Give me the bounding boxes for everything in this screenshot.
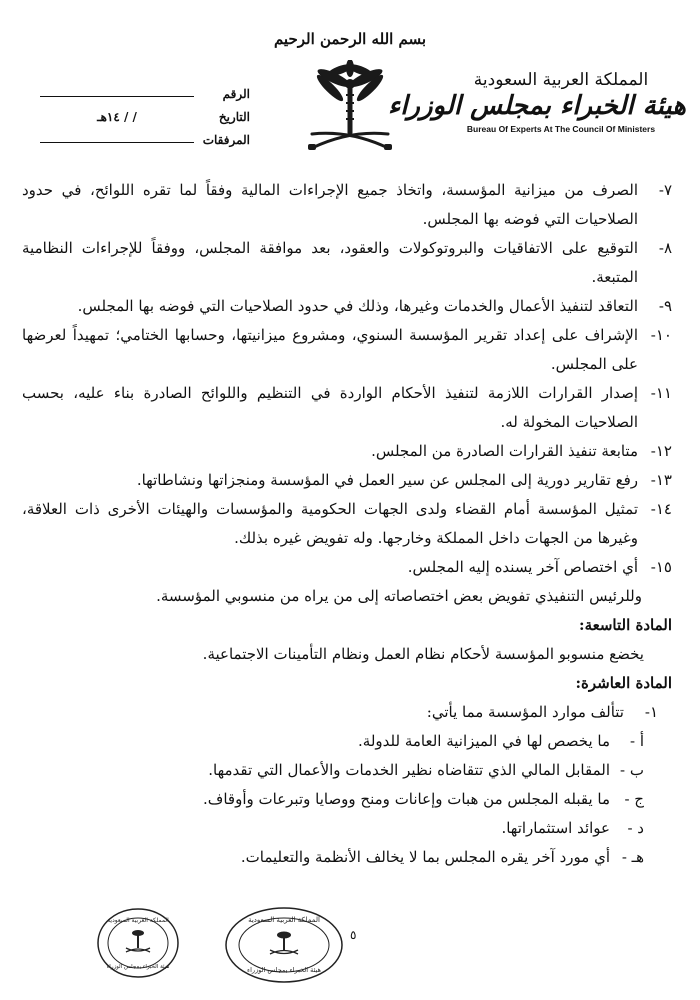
reference-label: الرقم (222, 87, 250, 101)
list-item-text: الصرف من ميزانية المؤسسة، واتخاذ جميع الإجراءات المالية وفقاً لما تقره اللوائح، في حدود الصلاحيات التي فوضه بها المجلس. (22, 181, 638, 228)
list-item-letter: ج - (624, 790, 644, 808)
list-item (22, 495, 672, 553)
list-item (22, 553, 672, 582)
seal1-top-text: المملكة العربية السعودية (107, 917, 169, 924)
document-body (22, 176, 672, 872)
reference-row (40, 78, 250, 101)
page-number: ٥ (350, 928, 357, 942)
bureau-name-arabic: هيئة الخبراء بمجلس الوزراء (387, 91, 686, 121)
article-9-text: يخضع منسوبو المؤسسة لأحكام نظام العمل ونظام التأمينات الاجتماعية. (202, 645, 644, 663)
list-item-letter: د - (627, 819, 644, 837)
list-item-text: إصدار القرارات اللازمة لتنفيذ الأحكام الواردة في التنظيم واللوائح الصادرة بناء عليه، بحسب الصلاحيات المخولة له. (22, 384, 638, 431)
list-item (22, 756, 672, 785)
article-9-title: المادة التاسعة: (579, 616, 672, 634)
basmala: بسم الله الرحمن الرحيم (273, 30, 427, 48)
list-item-number: ٧- (658, 181, 672, 199)
list-item (22, 234, 672, 292)
list-item-text: التوقيع على الاتفاقيات والبروتوكولات والعقود، بعد موافقة المجلس، ووفقاً للإجراءات النظامية المتبعة. (22, 239, 638, 286)
list-item (22, 379, 672, 437)
palm-swords-emblem-icon (304, 60, 396, 160)
list-item-text: متابعة تنفيذ القرارات الصادرة من المجلس. (371, 442, 638, 460)
date-row (40, 101, 250, 124)
list-item-text: ما يقبله المجلس من هبات وإعانات ومنح ووصايا وتبرعات وأوقاف. (203, 790, 610, 808)
list-item (22, 814, 672, 843)
list-item-number: ١١- (650, 384, 672, 402)
list-item-text: رفع تقارير دورية إلى المجلس عن سير العمل في المؤسسة ومنجزاتها ونشاطاتها. (136, 471, 638, 489)
list-item-number: ١٠- (650, 326, 672, 344)
list-item (22, 292, 672, 321)
list-item (22, 727, 672, 756)
list-item-number: ١٥- (650, 558, 672, 576)
article-10-intro-text: تتألف موارد المؤسسة مما يأتي: (426, 703, 624, 721)
resources-list (22, 727, 672, 872)
list-item-text: التعاقد لتنفيذ الأعمال والخدمات وغيرها، وذلك في حدود الصلاحيات التي فوضه بها المجلس. (77, 297, 638, 315)
article-10-intro (22, 698, 672, 727)
list-item (22, 843, 672, 872)
list-item-text: أي اختصاص آخر يسنده إليه المجلس. (407, 558, 638, 576)
list-item-number: ٨- (658, 239, 672, 257)
seal2-bottom-text: هيئة الخبراء بمجلس الوزراء (247, 966, 321, 974)
list-item (22, 176, 672, 234)
list-item-number: ١٢- (650, 442, 672, 460)
article-10-title: المادة العاشرة: (575, 674, 672, 692)
list-item-letter: أ - (629, 732, 644, 750)
attachments-line (40, 130, 194, 143)
official-seal-icon (96, 906, 180, 980)
list-item-number: ٩- (658, 297, 672, 315)
article-10-intro-number: ١- (644, 703, 658, 721)
list-item-letter: ب - (620, 761, 644, 779)
list-item (22, 466, 672, 495)
list-item (22, 321, 672, 379)
list-item (22, 785, 672, 814)
seal1-bottom-text: هيئة الخبراء بمجلس الوزراء (106, 964, 170, 970)
list-item-number: ١٣- (650, 471, 672, 489)
list-item (22, 437, 672, 466)
official-seal-icon (224, 906, 344, 984)
delegation-paragraph: وللرئيس التنفيذي تفويض بعض اختصاصاته إلى من يراه من منسوبي المؤسسة. (156, 587, 642, 605)
attachments-row (40, 124, 250, 147)
seal2-top-text: المملكة العربية السعودية (248, 916, 320, 924)
reference-block (40, 78, 250, 147)
list-item-letter: هـ - (621, 848, 644, 866)
list-item-text: الإشراف على إعداد تقرير المؤسسة السنوي، ومشروع ميزانيتها، وحسابها الختامي؛ تمهيداً لعرضها على المجلس. (22, 326, 638, 373)
list-item-text: تمثيل المؤسسة أمام القضاء ولدى الجهات الحكومية والمؤسسات والهيئات الأخرى ذات العلاقة، وغيرها من الجهات داخل المملكة وخارجها. وله تفويض غيره بذلك. (22, 500, 638, 547)
list-item-text: أي مورد آخر يقره المجلس بما لا يخالف الأنظمة والتعليمات. (240, 848, 610, 866)
list-item-text: عوائد استثماراتها. (501, 819, 610, 837)
list-item-text: المقابل المالي الذي تتقاضاه نظير الخدمات والأعمال التي تقدمها. (208, 761, 610, 779)
organization-block (387, 70, 686, 134)
list-item-text: ما يخصص لها في الميزانية العامة للدولة. (358, 732, 610, 750)
date-value: / / ١٤هـ (97, 110, 137, 124)
attachments-label: المرفقات (202, 133, 250, 147)
reference-line (40, 84, 194, 97)
list-item-number: ١٤- (650, 500, 672, 518)
kingdom-name: المملكة العربية السعودية (473, 70, 649, 90)
bureau-name-english: Bureau Of Experts At The Council Of Ministers (466, 124, 656, 134)
date-label: التاريخ (218, 110, 250, 124)
powers-list (22, 176, 672, 582)
